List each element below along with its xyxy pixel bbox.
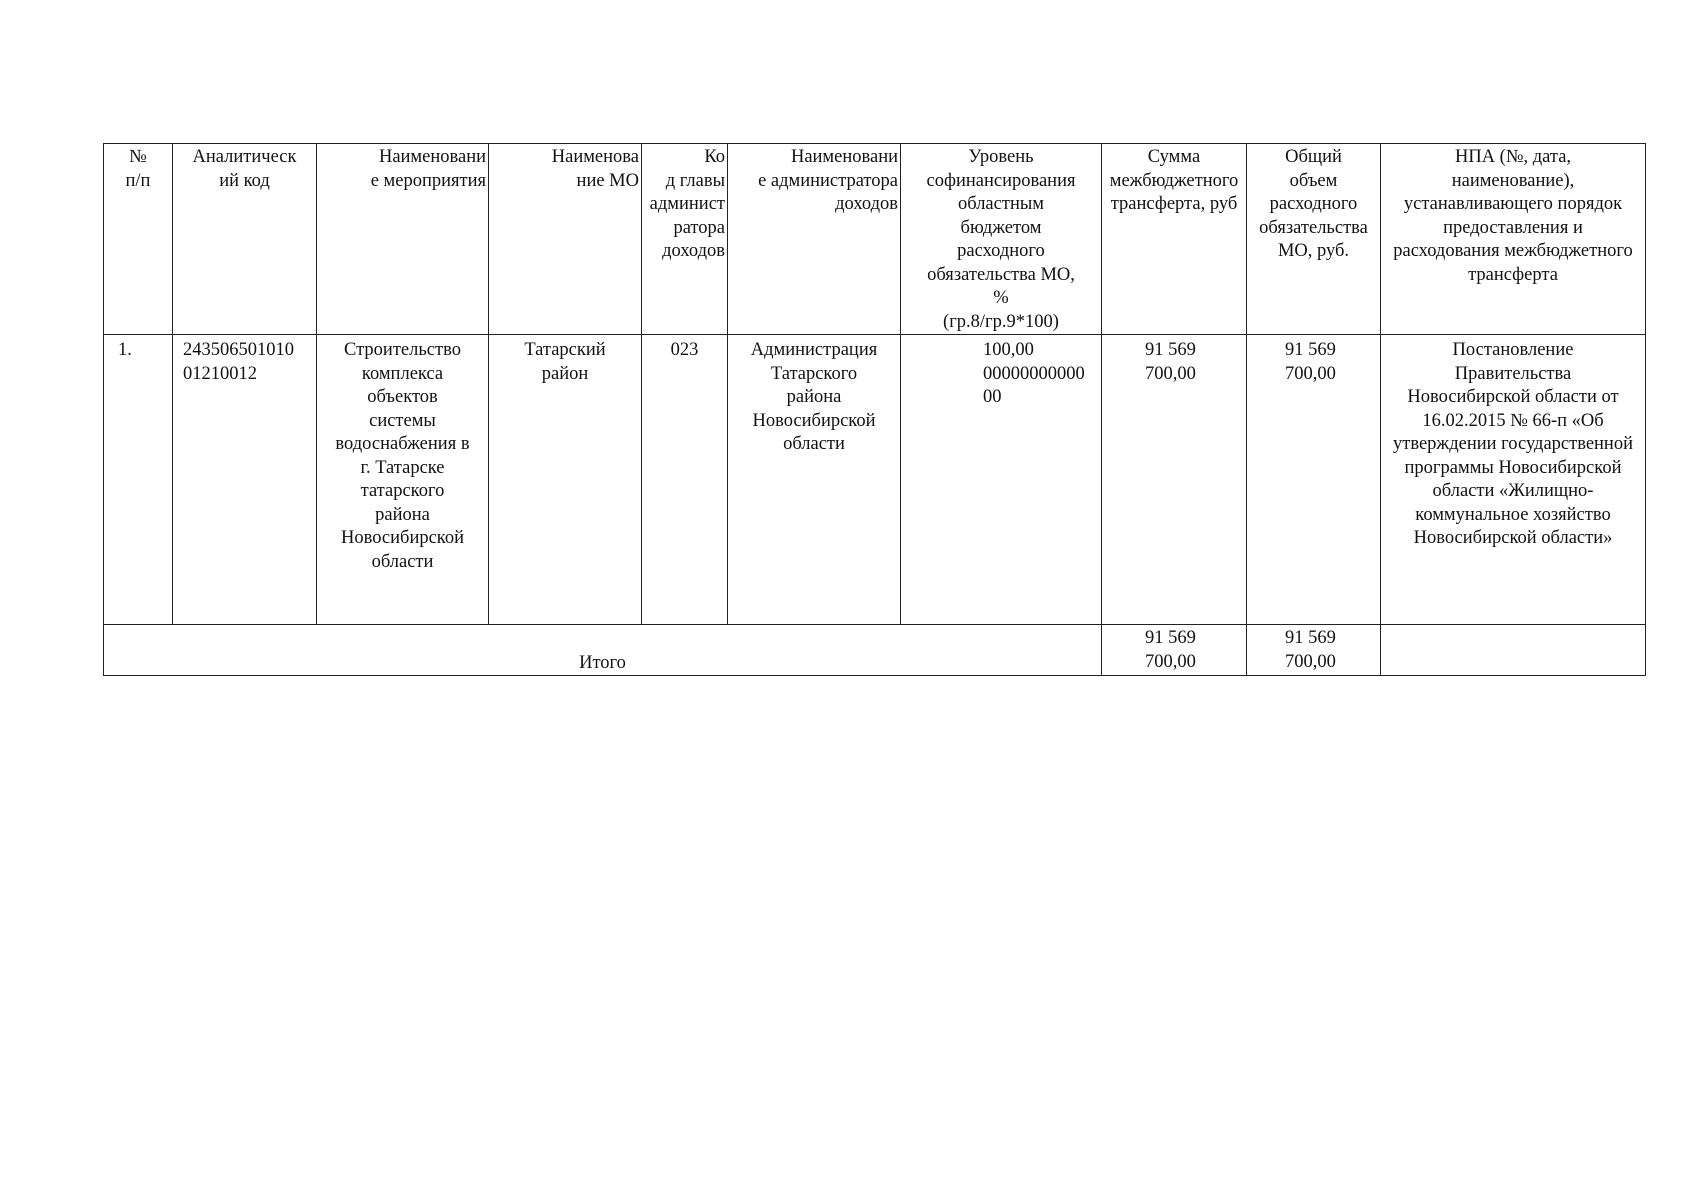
cell-mo-name: Татарский район — [489, 335, 642, 625]
table-header-row — [104, 144, 1646, 335]
cell-npa: Постановление Правительства Новосибирской области от 16.02.2015 № 66-п «Об утверждении государственной программы Новосибирской области «Жилищно- коммунальное хозяйство Новосибирской области» — [1381, 335, 1646, 625]
header-npa: НПА (№, дата, наименование), устанавливающего порядок предоставления и расходования межбюджетного трансферта — [1381, 144, 1646, 335]
header-cofinancing-level: Уровень софинансирования областным бюджетом расходного обязательства МО, % (гр.8/гр.9*100) — [901, 144, 1102, 335]
header-analytic-code: Аналитическ ий код — [173, 144, 317, 335]
total-volume: 91 569 700,00 — [1247, 625, 1381, 676]
cell-total-volume: 91 569 700,00 — [1247, 335, 1381, 625]
total-row — [104, 625, 1646, 676]
header-num: № п/п — [104, 144, 173, 335]
table-row — [104, 335, 1646, 625]
cell-num: 1. — [104, 335, 173, 625]
cell-admin-name: Администрация Татарского района Новосибирской области — [728, 335, 901, 625]
cell-event-name: Строительство комплекса объектов системы водоснабжения в г. Татарске татарского района Новосибирской области — [317, 335, 489, 625]
header-event-name: Наименовани е мероприятия — [317, 144, 489, 335]
header-transfer-sum: Сумма межбюджетного трансферта, руб — [1102, 144, 1247, 335]
header-admin-name: Наименовани е администратора доходов — [728, 144, 901, 335]
transfer-table — [103, 143, 1646, 676]
cell-admin-code: 023 — [642, 335, 728, 625]
header-total-volume: Общий объем расходного обязательства МО, руб. — [1247, 144, 1381, 335]
total-label: Итого — [104, 625, 1102, 676]
cell-analytic-code: 243506501010 01210012 — [173, 335, 317, 625]
cell-transfer-sum: 91 569 700,00 — [1102, 335, 1247, 625]
header-mo-name: Наименова ние МО — [489, 144, 642, 335]
total-transfer-sum: 91 569 700,00 — [1102, 625, 1247, 676]
total-npa — [1381, 625, 1646, 676]
header-admin-code: Ко д главы админист ратора доходов — [642, 144, 728, 335]
cell-cofinancing-level: 100,00 00000000000 00 — [901, 335, 1102, 625]
